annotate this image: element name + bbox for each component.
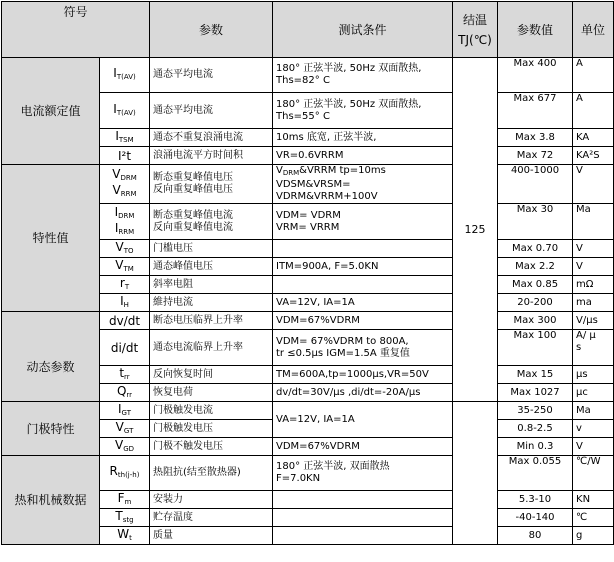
symbol-cell: $V_{GT}$ xyxy=(100,420,150,438)
symbol-cell: di/dt xyxy=(100,330,150,366)
unit-cell: v xyxy=(573,420,614,438)
value-cell: Max 72 xyxy=(498,147,573,165)
unit-cell: ℃ xyxy=(573,509,614,527)
symbol-cell: I²t xyxy=(100,147,150,165)
param-cell: 反向恢复时间 xyxy=(150,366,273,384)
param-cell: 通态不重复浪涌电流 xyxy=(150,129,273,147)
value-cell: Max 677 xyxy=(498,93,573,129)
header-value: 参数值 xyxy=(498,2,573,58)
tj-empty xyxy=(453,402,498,545)
symbol-cell: $T_{stg}$ xyxy=(100,509,150,527)
param-cell: 維持电流 xyxy=(150,294,273,312)
cond-cell: VDM=67%VDRM xyxy=(273,312,453,330)
param-cell: 门极不触发电压 xyxy=(150,438,273,456)
symbol-cell: $t_{rr}$ xyxy=(100,366,150,384)
param-cell: 斜率电阻 xyxy=(150,276,273,294)
header-tj xyxy=(453,2,498,58)
param-cell: 通态电流临界上升率 xyxy=(150,330,273,366)
value-cell: Max 100 xyxy=(498,330,573,366)
cond-cell xyxy=(273,491,453,509)
value-cell: 20-200 xyxy=(498,294,573,312)
param-cell: 通态峰值电压 xyxy=(150,258,273,276)
param-cell: 质量 xyxy=(150,527,273,545)
value-cell: 0.8-2.5 xyxy=(498,420,573,438)
cond-cell: dv/dt=30V/μs ,di/dt=-20A/μs xyxy=(273,384,453,402)
value-cell: Min 0.3 xyxy=(498,438,573,456)
unit-cell: KN xyxy=(573,491,614,509)
value-cell: Max 300 xyxy=(498,312,573,330)
category-thermal: 热和机械数据 xyxy=(2,456,100,545)
symbol-cell: $I_{DRM}$ $I_{RRM}$ xyxy=(100,204,150,240)
table-row xyxy=(2,402,614,420)
cond-cell xyxy=(273,509,453,527)
cond-cell: VA=12V, IA=1A xyxy=(273,402,453,438)
value-cell: Max 15 xyxy=(498,366,573,384)
unit-cell: KA xyxy=(573,129,614,147)
cond-cell xyxy=(273,240,453,258)
unit-cell: Ma xyxy=(573,204,614,240)
symbol-cell: $V_{DRM}$ $V_{RRM}$ xyxy=(100,165,150,204)
table-row xyxy=(2,58,614,93)
spec-table xyxy=(1,1,614,545)
unit-cell: KA²S xyxy=(573,147,614,165)
param-cell: 浪涌电流平方时间积 xyxy=(150,147,273,165)
symbol-cell: $V_{GD}$ xyxy=(100,438,150,456)
cond-cell xyxy=(273,276,453,294)
value-cell: Max 0.85 xyxy=(498,276,573,294)
category-char: 特性值 xyxy=(2,165,100,312)
param-cell: 安装力 xyxy=(150,491,273,509)
param-cell: 通态平均电流 xyxy=(150,58,273,93)
table-row xyxy=(2,456,614,491)
param-cell: 断态电压临界上升率 xyxy=(150,312,273,330)
value-cell: 5.3-10 xyxy=(498,491,573,509)
param-cell: 通态平均电流 xyxy=(150,93,273,129)
unit-cell: V/μs xyxy=(573,312,614,330)
param-cell: 断态重复峰值电流 反向重复峰值电流 xyxy=(150,204,273,240)
cond-cell: VDM= 67%VDRM to 800A, tr ≤0.5μs IGM=1.5A 重复值 xyxy=(273,330,453,366)
cond-cell xyxy=(273,527,453,545)
symbol-cell: $r_T$ xyxy=(100,276,150,294)
cond-cell: TM=600A,tp=1000μs,VR=50V xyxy=(273,366,453,384)
param-cell: 恢复电荷 xyxy=(150,384,273,402)
cond-cell: 10ms 底宽, 正弦半波, xyxy=(273,129,453,147)
unit-cell: V xyxy=(573,240,614,258)
header-symbol: 符号 xyxy=(2,2,150,58)
unit-cell: A/ μ s xyxy=(573,330,614,366)
header-unit: 单位 xyxy=(573,2,614,58)
unit-cell: V xyxy=(573,165,614,204)
cond-cell: $V_{DRM}\&VRRM$ tp=10ms VDSM&VRSM= VDRM&VRRM+100V xyxy=(273,165,453,204)
symbol-cell: $I_{T(AV)}$ xyxy=(100,58,150,93)
param-cell: 热阻抗(结至散热器) xyxy=(150,456,273,491)
unit-cell: μc xyxy=(573,384,614,402)
unit-cell: A xyxy=(573,93,614,129)
unit-cell: ℃/W xyxy=(573,456,614,491)
header-param: 参数 xyxy=(150,2,273,58)
cond-cell: ITM=900A, F=5.0KN xyxy=(273,258,453,276)
category-current: 电流额定值 xyxy=(2,58,100,165)
value-cell: 80 xyxy=(498,527,573,545)
value-cell: Max 30 xyxy=(498,204,573,240)
header-tj-bottom: TJ(℃) xyxy=(458,32,492,47)
symbol-cell: $R_{th(j-h)}$ xyxy=(100,456,150,491)
table-row xyxy=(2,312,614,330)
value-cell: Max 3.8 xyxy=(498,129,573,147)
category-dynamic: 动态参数 xyxy=(2,312,100,402)
unit-cell: μs xyxy=(573,366,614,384)
unit-cell: A xyxy=(573,58,614,93)
unit-cell: V xyxy=(573,438,614,456)
unit-cell: Ma xyxy=(573,402,614,420)
value-cell: Max 0.055 xyxy=(498,456,573,491)
param-cell: 断态重复峰值电压 反向重复峰值电压 xyxy=(150,165,273,204)
unit-cell: V xyxy=(573,258,614,276)
symbol-cell: dv/dt xyxy=(100,312,150,330)
header-tj-top: 结温 xyxy=(463,12,488,27)
value-cell: Max 1027 xyxy=(498,384,573,402)
tj-value: 125 xyxy=(453,58,498,402)
cond-cell: 180° 正弦半波, 50Hz 双面散热, Ths=82° C xyxy=(273,58,453,93)
value-cell: Max 400 xyxy=(498,58,573,93)
unit-cell: ma xyxy=(573,294,614,312)
unit-cell: g xyxy=(573,527,614,545)
symbol-cell: $I_{TSM}$ xyxy=(100,129,150,147)
symbol-cell: $F_m$ xyxy=(100,491,150,509)
table-row xyxy=(2,165,614,204)
symbol-cell: $I_H$ xyxy=(100,294,150,312)
category-gate: 门极特性 xyxy=(2,402,100,456)
symbol-cell: $V_{TM}$ xyxy=(100,258,150,276)
cond-cell: VDM=67%VDRM xyxy=(273,438,453,456)
value-cell: Max 0.70 xyxy=(498,240,573,258)
param-cell: 门极触发电流 xyxy=(150,402,273,420)
header-cond: 测试条件 xyxy=(273,2,453,58)
value-cell: 35-250 xyxy=(498,402,573,420)
cond-cell: 180° 正弦半波, 双面散热 F=7.0KN xyxy=(273,456,453,491)
value-cell: 400-1000 xyxy=(498,165,573,204)
cond-cell: 180° 正弦半波, 50Hz 双面散热, Ths=55° C xyxy=(273,93,453,129)
param-cell: 贮存温度 xyxy=(150,509,273,527)
value-cell: Max 2.2 xyxy=(498,258,573,276)
value-cell: -40-140 xyxy=(498,509,573,527)
symbol-cell: $W_t$ xyxy=(100,527,150,545)
header-row xyxy=(2,2,614,58)
unit-cell: mΩ xyxy=(573,276,614,294)
cond-cell: VDM= VDRM VRM= VRRM xyxy=(273,204,453,240)
param-cell: 门槛电压 xyxy=(150,240,273,258)
symbol-cell: $I_{GT}$ xyxy=(100,402,150,420)
symbol-cell: $I_{T(AV)}$ xyxy=(100,93,150,129)
param-cell: 门极触发电压 xyxy=(150,420,273,438)
cond-cell: VA=12V, IA=1A xyxy=(273,294,453,312)
symbol-cell: $Q_{rr}$ xyxy=(100,384,150,402)
symbol-cell: $V_{TO}$ xyxy=(100,240,150,258)
cond-cell: VR=0.6VRRM xyxy=(273,147,453,165)
